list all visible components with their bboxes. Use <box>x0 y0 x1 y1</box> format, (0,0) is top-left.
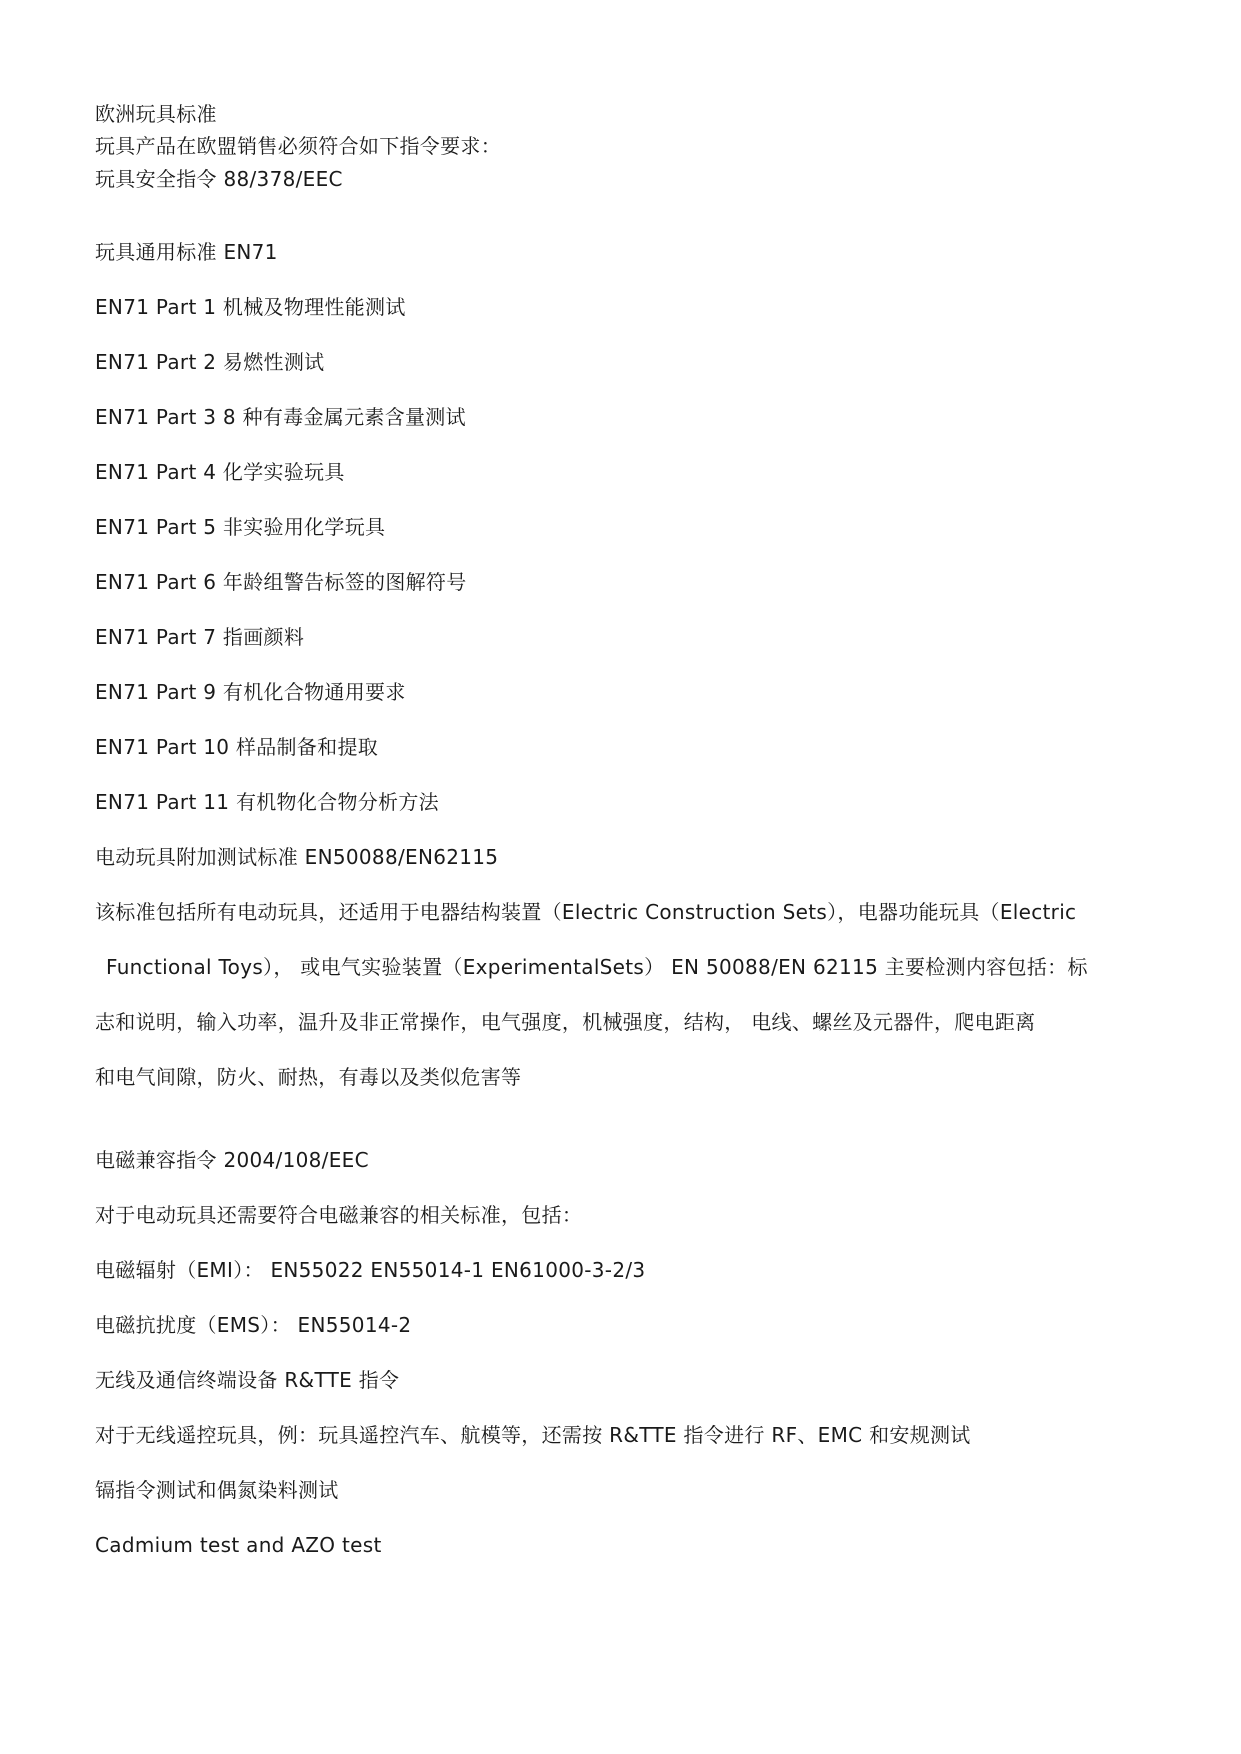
text-line: 电磁抗扰度（EMS）： EN55014-2 <box>95 1313 412 1337</box>
list-item: EN71 Part 6 年龄组警告标签的图解符号 <box>95 570 467 594</box>
description-paragraph <box>95 885 1135 1105</box>
paragraph-line: Functional Toys）， 或电气实验装置（ExperimentalSets） EN 50088/EN 62115 主要检测内容包括：标 <box>106 955 1088 979</box>
text-line: 玩具安全指令 88/378/EEC <box>95 167 343 191</box>
paragraph-line: 和电气间隙，防火、耐热，有毒以及类似危害等 <box>95 1065 522 1089</box>
list-item: EN71 Part 5 非实验用化学玩具 <box>95 515 386 539</box>
paragraph-line: 志和说明，输入功率，温升及非正常操作，电气强度，机械强度，结构， 电线、螺丝及元器件，爬电距离 <box>95 1010 1036 1034</box>
list-item: EN71 Part 3 8 种有毒金属元素含量测试 <box>95 405 466 429</box>
section-heading: 电磁兼容指令 2004/108/EEC <box>95 1148 369 1172</box>
list-item: EN71 Part 11 有机物化合物分析方法 <box>95 790 439 814</box>
paragraph-line: 该标准包括所有电动玩具，还适用于电器结构装置（Electric Construction Sets），电器功能玩具（Electric <box>95 900 1077 924</box>
list-item: EN71 Part 9 有机化合物通用要求 <box>95 680 406 704</box>
doc-title: 欧洲玩具标准 <box>95 102 217 126</box>
text-line: 电磁辐射（EMI）： EN55022 EN55014-1 EN61000-3-2/3 <box>95 1258 646 1282</box>
list-item: EN71 Part 7 指画颜料 <box>95 625 305 649</box>
section-heading: 镉指令测试和偶氮染料测试 <box>95 1478 339 1502</box>
list-item: EN71 Part 2 易燃性测试 <box>95 350 325 374</box>
list-item: EN71 Part 10 样品制备和提取 <box>95 735 379 759</box>
section-heading: 无线及通信终端设备 R&TTE 指令 <box>95 1368 400 1392</box>
text-line: Cadmium test and AZO test <box>95 1533 382 1557</box>
text-line: 玩具产品在欧盟销售必须符合如下指令要求： <box>95 134 501 158</box>
list-item: EN71 Part 4 化学实验玩具 <box>95 460 345 484</box>
text-line: 对于无线遥控玩具，例：玩具遥控汽车、航模等，还需按 R&TTE 指令进行 RF、EMC 和安规测试 <box>95 1423 971 1447</box>
section-heading: 电动玩具附加测试标准 EN50088/EN62115 <box>95 845 499 869</box>
section-heading: 玩具通用标准 EN71 <box>95 240 278 264</box>
list-item: EN71 Part 1 机械及物理性能测试 <box>95 295 406 319</box>
text-line: 对于电动玩具还需要符合电磁兼容的相关标准，包括： <box>95 1203 583 1227</box>
